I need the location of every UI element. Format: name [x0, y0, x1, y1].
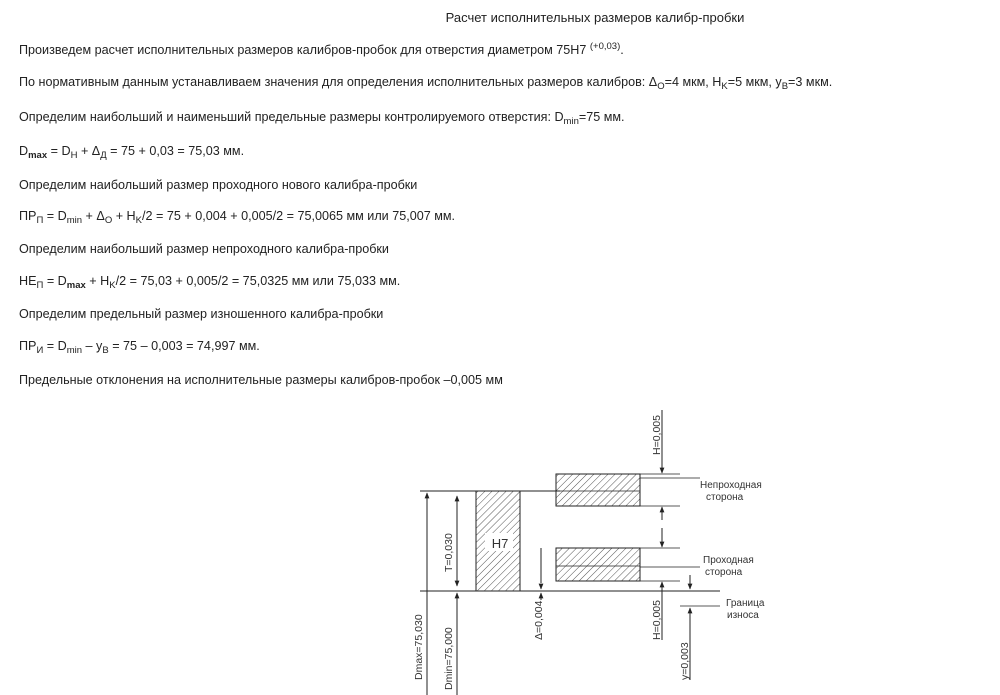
- go-side-label-1: Проходная: [703, 555, 754, 566]
- dmin-dimension-label: Dmin=75,000: [443, 627, 455, 690]
- paragraph-intro: Произведем расчет исполнительных размеров калибров-пробок для отверстия диаметром 75H7 $^{(+0,03)}$.: [19, 41, 624, 57]
- no-go-gauge-field: [556, 474, 640, 506]
- h-bottom-label: H=0,005: [651, 600, 663, 640]
- wear-limit-label-1: Граница: [726, 598, 765, 609]
- h-top-label: H=0,005: [651, 415, 663, 455]
- paragraph-go-gauge: Определим наибольший размер проходного нового калибра-пробки: [19, 178, 418, 192]
- formula-go-gauge: $ПР_П = D_{min} + \Delta_О + H_K/2 = 75 + 0,004 + 0,005/2 = 75,0065$ мм или 75,007 мм.: [19, 209, 456, 226]
- paragraph-norms: По нормативным данным устанавливаем значения для определения исполнительных размеров калибров: $\Delta_О=4$ мкм, $H_K=5$ мкм, $y_B=3$ мкм.: [19, 75, 833, 92]
- page-title: Расчет исполнительных размеров калибр-пробки: [445, 10, 745, 25]
- delta-label: Δ=0,004: [533, 600, 545, 640]
- wear-limit-label-2: износа: [727, 610, 759, 621]
- no-go-side-label-1: Непроходная: [700, 480, 762, 491]
- go-gauge-field: [556, 548, 640, 581]
- paragraph-worn-gauge: Определим предельный размер изношенного калибра-пробки: [19, 307, 384, 321]
- tolerance-t-label: T=0,030: [443, 533, 455, 572]
- formula-worn-gauge: $ПР_И = D_{min} - y_B = 75 - 0,003 = 74,997$ мм.: [19, 339, 260, 356]
- go-side-label-2: сторона: [705, 567, 743, 578]
- paragraph-limits: Определим наибольший и наименьший предельные размеры контролируемого отверстия: $D_{min}=75$ мм.: [19, 110, 625, 127]
- dmax-dimension-label: Dmax=75,030: [413, 614, 425, 680]
- y-wear-label: y=0,003: [679, 642, 691, 680]
- paragraph-no-go-gauge: Определим наибольший размер непроходного калибра-пробки: [19, 242, 389, 256]
- h7-label: H7: [491, 536, 509, 551]
- tolerance-scheme-diagram: [380, 400, 800, 695]
- formula-no-go-gauge: $НЕ_П = D_{max} + H_K/2 = 75,03 + 0,005/2 = 75,0325$ мм или 75,033 мм.: [19, 274, 401, 291]
- formula-dmax: $D_{max} = D_Н + \Delta_Д = 75 + 0,03 = 75,03$ мм.: [19, 144, 245, 161]
- no-go-side-label-2: сторона: [706, 492, 744, 503]
- paragraph-deviations: Предельные отклонения на исполнительные размеры калибров-пробок –0,005 мм: [19, 373, 503, 387]
